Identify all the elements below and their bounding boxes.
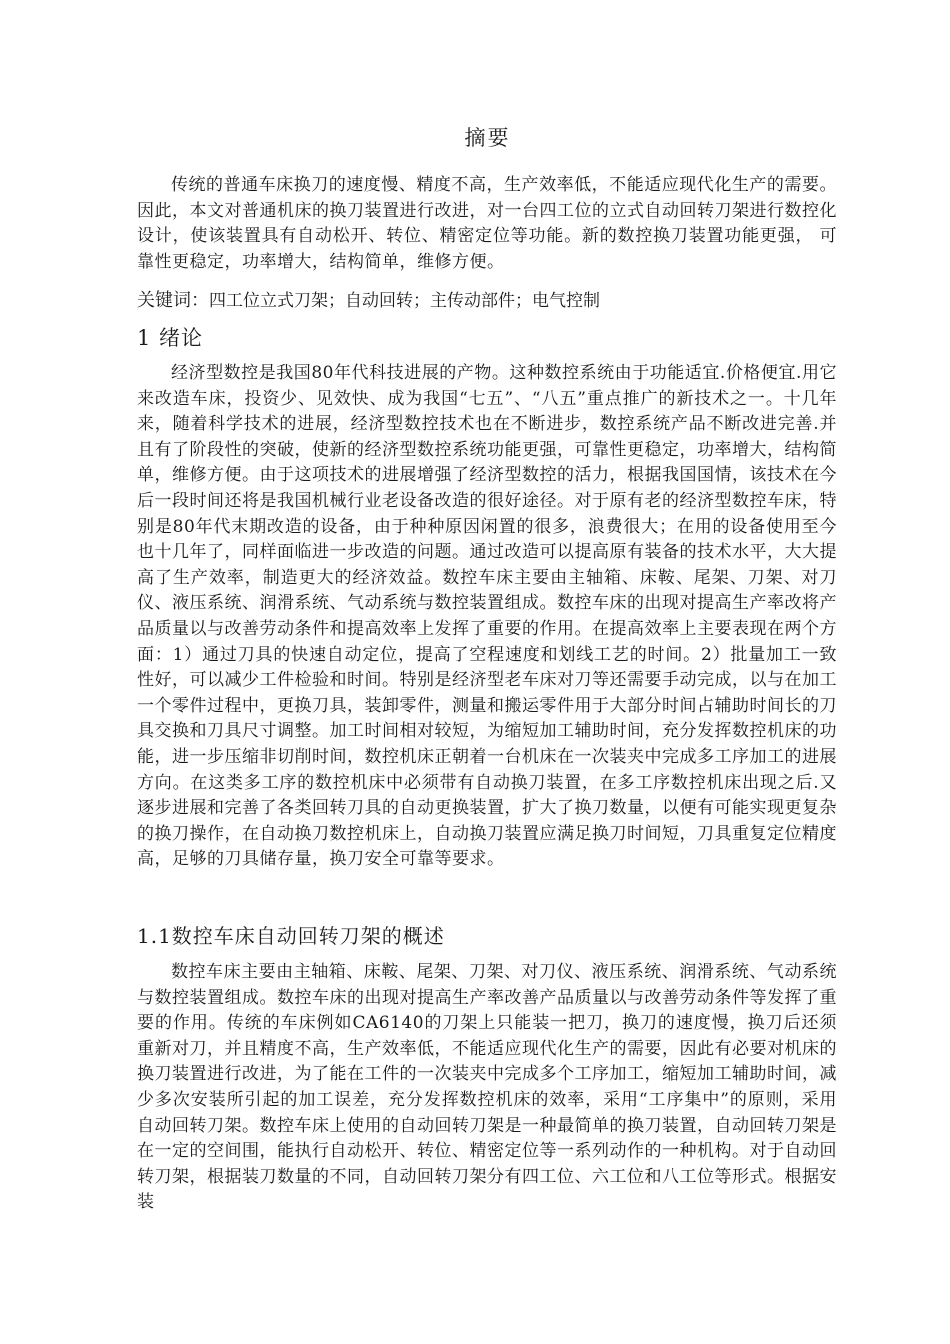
turret-overview-paragraph: 数控车床主要由主轴箱、床鞍、尾架、刀架、对刀仪、液压系统、润滑系统、气动系统与数控装置组成。数控车床的出现对提高生产率改善产品质量以与改善劳动条件等发挥了重要的作用。传统的车床例如CA6140的刀架上只能装一把刀，换刀的速度慢，换刀后还须重新对刀，并且精度不高，生产效率低，不能适应现代化生产的需要，因此有必要对机床的换刀装置进行改进，为了能在工件的一次装夹中完成多个工序加工，缩短加工辅助时间，减少多次安装所引起的加工误差，充分发挥数控机床的效率，采用“工序集中”的原则，采用自动回转刀架。数控车床上使用的自动回转刀架是一种最简单的换刀装置，自动回转刀架是在一定的空间围，能执行自动松开、转位、精密定位等一系列动作的一种机构。对于自动回转刀架，根据装刀数量的不同，自动回转刀架分有四工位、六工位和八工位等形式。根据安装 xyxy=(137,962,837,1213)
abstract-title: 摘要 xyxy=(464,126,511,150)
keywords-text: 四工位立式刀架；自动回转；主传动部件；电气控制 xyxy=(209,291,600,311)
abstract-paragraph: 传统的普通车床换刀的速度慢、精度不高，生产效率低，不能适应现代化生产的需要。因此，本文对普通机床的换刀装置进行改进，对一台四工位的立式自动回转刀架进行数控化设计，使该装置具有自动松开、转位、精密定位等功能。新的数控换刀装置功能更强， 可靠性更稳定，功率增大，结构简单，维修方便。 xyxy=(137,175,837,272)
keywords-line xyxy=(137,289,837,313)
keywords-label: 关键词： xyxy=(137,290,209,311)
subsection-heading-turret-overview: 1.1数控车床自动回转刀架的概述 xyxy=(137,924,445,948)
section-heading-introduction: 1 绪论 xyxy=(137,326,204,350)
introduction-paragraph: 经济型数控是我国80年代科技进展的产物。这种数控系统由于功能适宜.价格便宜.用它来改造车床，投资少、见效快、成为我国“七五”、“八五”重点推广的新技术之一。十几年来，随着科学技术的进展，经济型数控技术也在不断进步，数控系统产品不断改进完善.并且有了阶段性的突破，使新的经济型数控系统功能更强，可靠性更稳定，功率增大，结构简单，维修方便。由于这项技术的进展增强了经济型数控的活力，根据我国国情，该技术在今后一段时间还将是我国机械行业老设备改造的很好途径。对于原有老的经济型数控车床，特别是80年代末期改造的设备，由于种种原因闲置的很多，浪费很大；在用的设备使用至今也十几年了，同样面临进一步改造的问题。通过改造可以提高原有装备的技术水平，大大提高了生产效率，制造更大的经济效益。数控车床主要由主轴箱、床鞍、尾架、刀架、对刀仪、液压系统、润滑系统、气动系统与数控装置组成。数控车床的出现对提高生产率改将产品质量以与改善劳动条件和提高效率上发挥了重要的作用。在提高效率上主要表现在两个方面：1）通过刀具的快速自动定位，提高了空程速度和划线工艺的时间。2）批量加工一致性好，可以减少工件检验和时间。特别是经济型老车床对刀等还需要手动完成，以与在加工一个零件过程中，更换刀具，装卸零件，测量和搬运零件用于大部分时间占辅助时间长的刀具交换和刀具尺寸调整。加工时间相对较短，为缩短加工辅助时间，充分发挥数控机床的功能，进一步压缩非切削时间，数控机床正朝着一台机床在一次装夹中完成多工序加工的进展方向。在这类多工序的数控机床中必须带有自动换刀装置，在多工序数控机床出现之后.又逐步进展和完善了各类回转刀具的自动更换装置，扩大了换刀数量，以便有可能实现更复杂的换刀操作，在自动换刀数控机床上，自动换刀装置应满足换刀时间短，刀具重复定位精度高，足够的刀具储存量，换刀安全可靠等要求。 xyxy=(137,363,837,870)
